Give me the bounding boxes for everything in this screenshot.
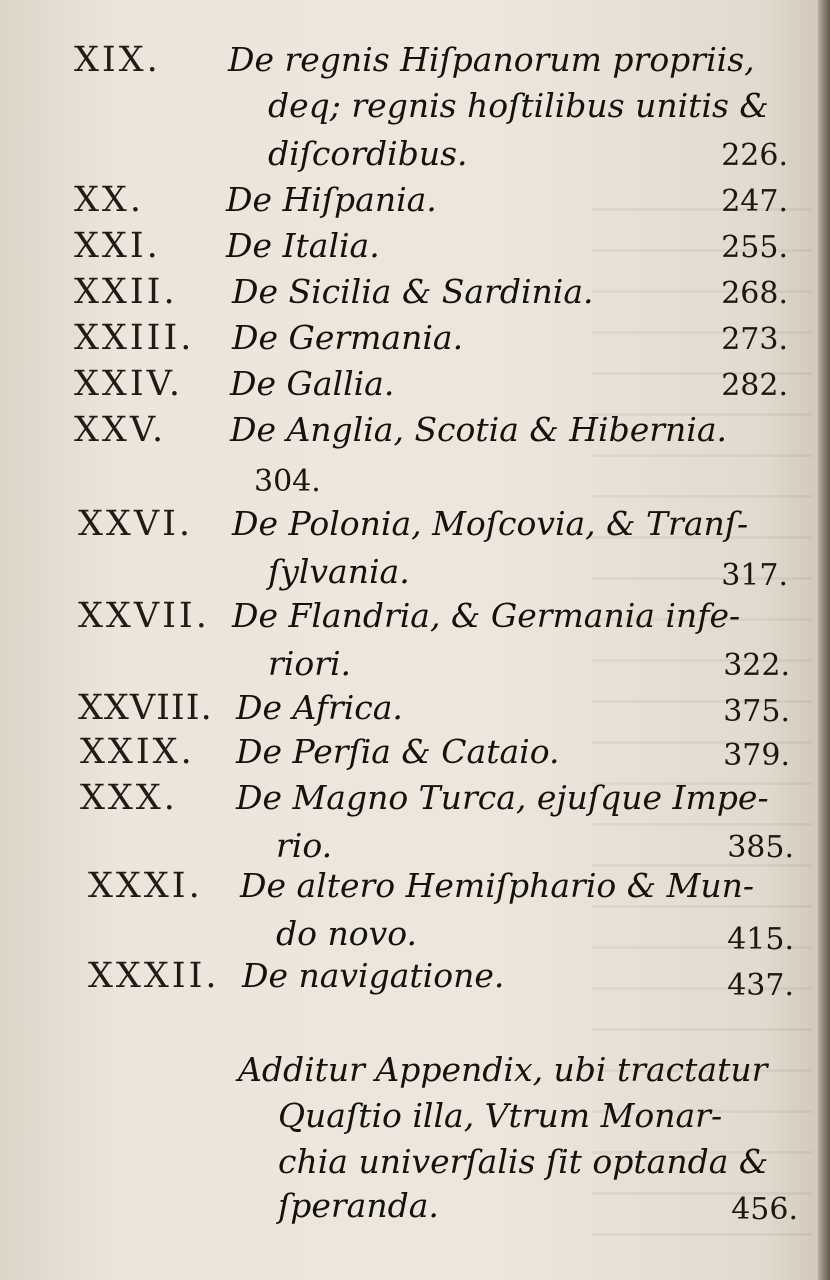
chapter-title-line: De navigatione. bbox=[242, 956, 505, 995]
chapter-title-line: De Flandria, & Germania infe- bbox=[232, 596, 741, 635]
page-number: 437. bbox=[727, 968, 794, 1003]
chapter-numeral: XXIX. bbox=[80, 732, 195, 772]
page-number: 456. bbox=[731, 1192, 798, 1227]
page-number: 273. bbox=[721, 322, 788, 357]
page-number: 322. bbox=[723, 648, 790, 683]
chapter-title-line: De regnis Hiſpanorum propriis, bbox=[228, 40, 755, 79]
chapter-title-line: De Germania. bbox=[232, 318, 464, 357]
chapter-numeral: XXXI. bbox=[88, 866, 203, 906]
chapter-title-line: diſcordibus. bbox=[268, 134, 468, 173]
page-number: 317. bbox=[721, 558, 788, 593]
appendix-line: ſperanda. bbox=[278, 1186, 439, 1225]
chapter-title-line: ſylvania. bbox=[268, 552, 410, 591]
chapter-numeral: XXII. bbox=[74, 272, 178, 312]
chapter-title-line: De Polonia, Moſcovia, & Tranſ- bbox=[232, 504, 749, 543]
page-edge-shadow bbox=[818, 0, 830, 1280]
page-number: 375. bbox=[723, 694, 790, 729]
chapter-title-line: De Anglia, Scotia & Hibernia. bbox=[230, 410, 727, 449]
chapter-numeral: XX. bbox=[74, 180, 144, 220]
chapter-title-line: De altero Hemiſphario & Mun- bbox=[240, 866, 755, 905]
page-number: 379. bbox=[723, 738, 790, 773]
chapter-title-line: De Perſia & Cataio. bbox=[236, 732, 560, 771]
chapter-title-line: do novo. bbox=[276, 914, 418, 953]
page-number: 415. bbox=[727, 922, 794, 957]
chapter-title-line: De Hiſpania. bbox=[226, 180, 437, 219]
chapter-title-line: De Africa. bbox=[236, 688, 403, 727]
page-number: 226. bbox=[721, 138, 788, 173]
page-number: 268. bbox=[721, 276, 788, 311]
chapter-numeral: XIX. bbox=[74, 40, 161, 80]
page-number: 247. bbox=[721, 184, 788, 219]
appendix-line: Additur Appendix, ubi tractatur bbox=[238, 1050, 768, 1089]
page-number: 282. bbox=[721, 368, 788, 403]
chapter-numeral: XXI. bbox=[74, 226, 161, 266]
page-number: 255. bbox=[721, 230, 788, 265]
chapter-numeral: XXX. bbox=[80, 778, 178, 818]
chapter-numeral: XXVIII. bbox=[78, 688, 213, 728]
chapter-title-line: riori. bbox=[268, 644, 352, 683]
page-number: 385. bbox=[727, 830, 794, 865]
chapter-numeral: XXIII. bbox=[74, 318, 195, 358]
chapter-numeral: XXV. bbox=[74, 410, 167, 450]
chapter-title-line: De Gallia. bbox=[230, 364, 395, 403]
appendix-line: Quaſtio illa, Vtrum Monar- bbox=[278, 1096, 723, 1135]
chapter-title-line: De Italia. bbox=[226, 226, 380, 265]
chapter-numeral: XXXII. bbox=[88, 956, 220, 996]
chapter-title-line: rio. bbox=[276, 826, 333, 865]
chapter-numeral: XXVI. bbox=[78, 504, 194, 544]
chapter-title-line: De Sicilia & Sardinia. bbox=[232, 272, 594, 311]
chapter-title-line: deq; regnis hoſtilibus unitis & bbox=[268, 86, 769, 125]
chapter-numeral: XXIV. bbox=[74, 364, 183, 404]
chapter-title-line: De Magno Turca, ejuſque Impe- bbox=[236, 778, 769, 817]
page-number: 304. bbox=[254, 464, 321, 499]
chapter-numeral: XXVII. bbox=[78, 596, 210, 636]
appendix-line: chia univerſalis ſit optanda & bbox=[278, 1142, 769, 1181]
